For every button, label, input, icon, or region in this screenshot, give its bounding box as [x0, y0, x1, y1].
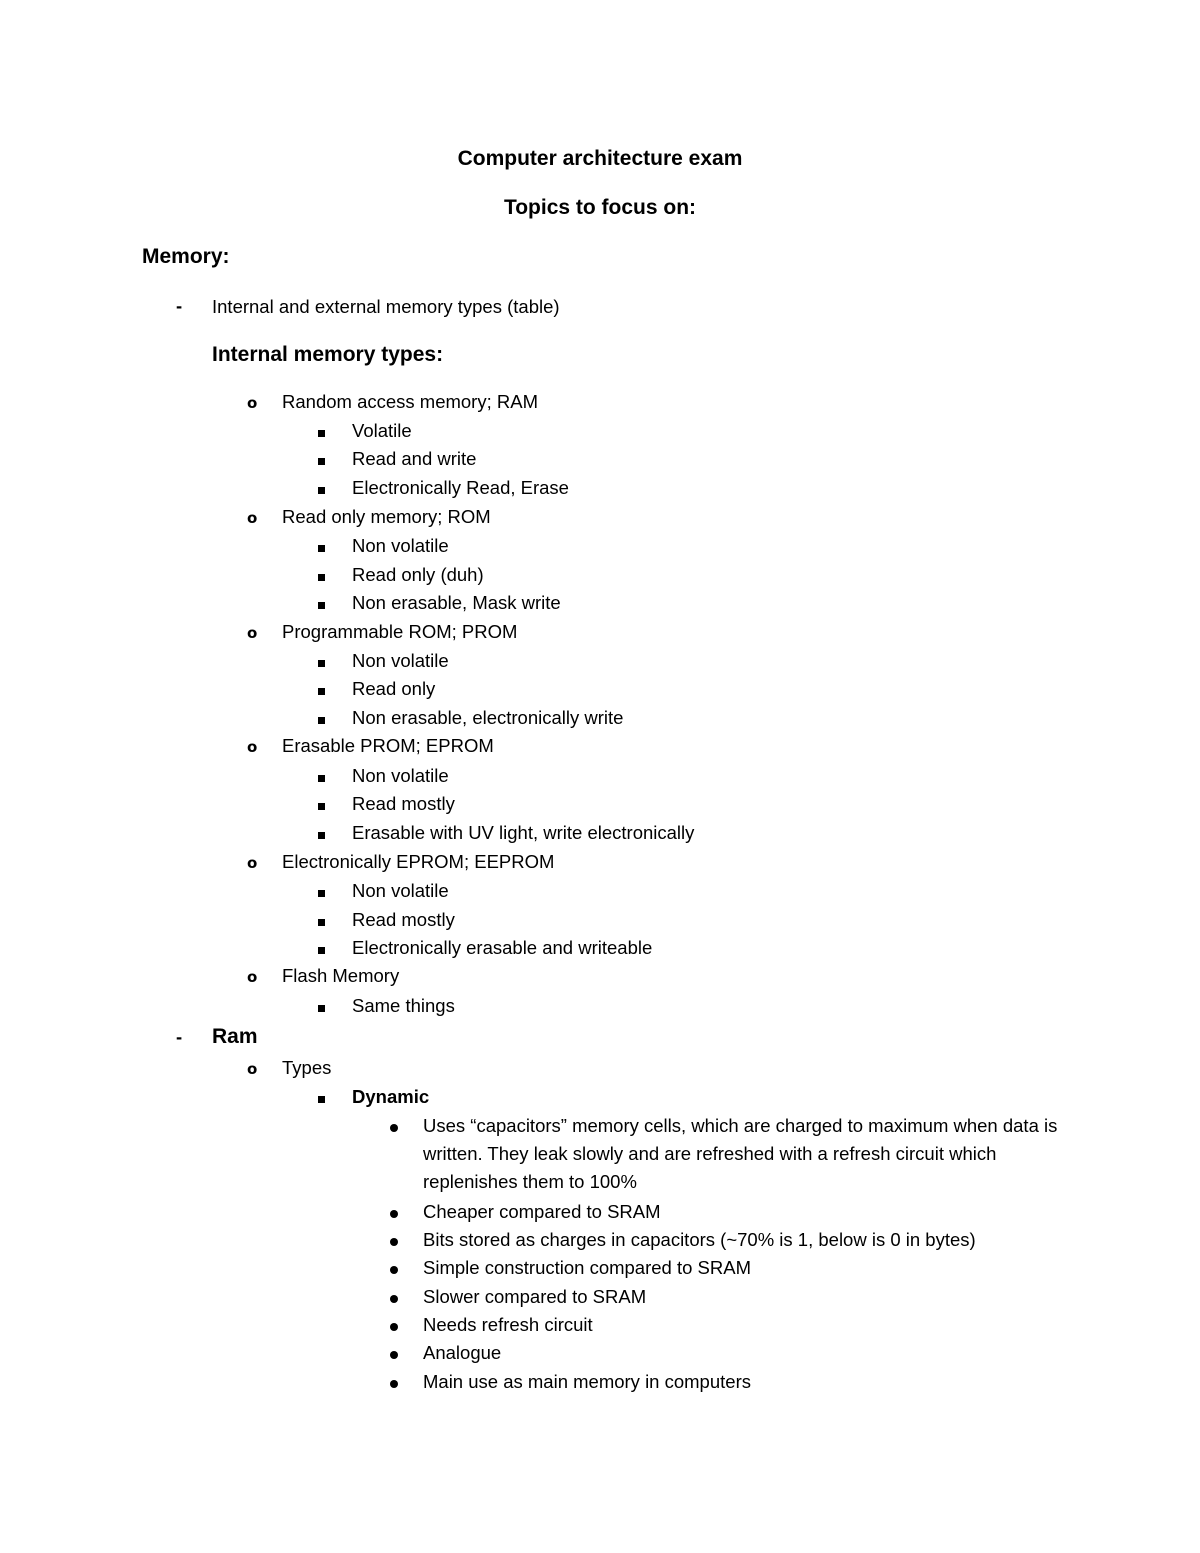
dash-bullet: - — [176, 295, 183, 316]
round-bullet — [390, 1370, 398, 1394]
property-item: Non volatile — [352, 765, 449, 786]
ram-heading: Ram — [212, 1025, 258, 1048]
circle-bullet: o — [247, 854, 258, 872]
dynamic-point: Analogue — [423, 1342, 502, 1363]
property-item: Non erasable, Mask write — [352, 592, 561, 613]
circle-bullet: o — [247, 968, 258, 986]
property-item: Same things — [352, 995, 455, 1016]
square-bullet — [318, 677, 325, 701]
square-bullet — [318, 419, 325, 443]
property-item: Read and write — [352, 448, 477, 469]
round-bullet — [390, 1228, 398, 1252]
dynamic-point: Simple construction compared to SRAM — [423, 1257, 751, 1278]
property-item: Read only — [352, 678, 436, 699]
memory-type-item: Flash Memory — [282, 965, 400, 986]
memory-type-item: Erasable PROM; EPROM — [282, 735, 494, 756]
memory-type-item: Programmable ROM; PROM — [282, 621, 518, 642]
property-item: Read only (duh) — [352, 564, 484, 585]
dynamic-label: Dynamic — [352, 1086, 430, 1107]
square-bullet — [318, 936, 325, 960]
internal-memory-heading: Internal memory types: — [212, 343, 444, 366]
property-item: Non volatile — [352, 880, 449, 901]
square-bullet — [318, 908, 325, 932]
square-bullet — [318, 764, 325, 788]
dynamic-point: Needs refresh circuit — [423, 1314, 593, 1335]
square-bullet — [318, 1085, 325, 1109]
dynamic-point: Cheaper compared to SRAM — [423, 1201, 661, 1222]
round-bullet — [390, 1313, 398, 1337]
list-item: Internal and external memory types (table) — [212, 296, 560, 317]
dynamic-point: Uses “capacitors” memory cells, which are charged to maximum when data is written. They leak slowly and are refreshed with a refresh circuit which replenishes them to 100% — [423, 1115, 1058, 1192]
square-bullet — [318, 591, 325, 615]
property-item: Electronically Read, Erase — [352, 477, 569, 498]
property-item: Erasable with UV light, write electronically — [352, 822, 695, 843]
square-bullet — [318, 706, 325, 730]
circle-bullet: o — [247, 394, 258, 412]
document-title: Computer architecture exam — [457, 147, 743, 170]
dynamic-point: Main use as main memory in computers — [423, 1371, 751, 1392]
dynamic-point: Bits stored as charges in capacitors (~70% is 1, below is 0 in bytes) — [423, 1229, 976, 1250]
square-bullet — [318, 792, 325, 816]
circle-bullet: o — [247, 738, 258, 756]
square-bullet — [318, 534, 325, 558]
property-item: Non volatile — [352, 650, 449, 671]
dynamic-point: Slower compared to SRAM — [423, 1286, 647, 1307]
property-item: Non erasable, electronically write — [352, 707, 624, 728]
property-item: Read mostly — [352, 909, 455, 930]
round-bullet — [390, 1285, 398, 1309]
property-item: Volatile — [352, 420, 412, 441]
square-bullet — [318, 563, 325, 587]
circle-bullet: o — [247, 1060, 258, 1078]
memory-type-item: Electronically EPROM; EEPROM — [282, 851, 555, 872]
ram-types-item: Types — [282, 1057, 332, 1078]
round-bullet — [390, 1341, 398, 1365]
square-bullet — [318, 476, 325, 500]
round-bullet — [390, 1114, 398, 1138]
square-bullet — [318, 821, 325, 845]
circle-bullet: o — [247, 624, 258, 642]
round-bullet — [390, 1200, 398, 1224]
square-bullet — [318, 994, 325, 1018]
round-bullet — [390, 1256, 398, 1280]
square-bullet — [318, 879, 325, 903]
document-subtitle: Topics to focus on: — [503, 196, 697, 219]
property-item: Read mostly — [352, 793, 455, 814]
property-item: Electronically erasable and writeable — [352, 937, 653, 958]
memory-type-item: Random access memory; RAM — [282, 391, 538, 412]
dash-bullet: - — [176, 1026, 183, 1047]
memory-heading: Memory: — [142, 245, 230, 268]
property-item: Non volatile — [352, 535, 449, 556]
memory-type-item: Read only memory; ROM — [282, 506, 491, 527]
circle-bullet: o — [247, 509, 258, 527]
square-bullet — [318, 447, 325, 471]
square-bullet — [318, 649, 325, 673]
